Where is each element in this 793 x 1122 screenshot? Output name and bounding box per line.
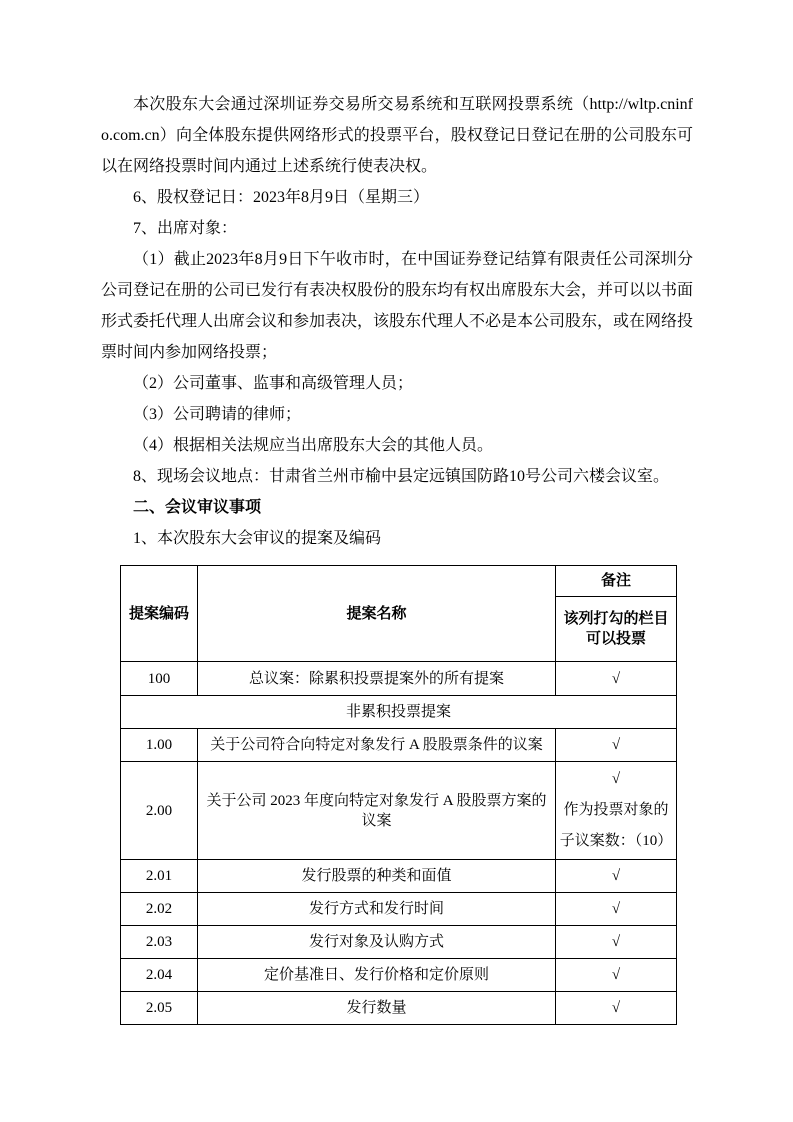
- header-proposal-code: 提案编码: [121, 566, 198, 662]
- table-section-row: [121, 696, 677, 729]
- table-row: [121, 959, 677, 992]
- proposal-name-cell: 关于公司 2023 年度向特定对象发行 A 股股票方案的议案: [198, 762, 556, 860]
- proposal-name-cell: 发行对象及认购方式: [198, 926, 556, 959]
- proposal-name-cell: 定价基准日、发行价格和定价原则: [198, 959, 556, 992]
- table-row: [121, 860, 677, 893]
- proposal-name-cell: 关于公司符合向特定对象发行 A 股股票条件的议案: [198, 729, 556, 762]
- header-remark-note: 该列打勾的栏目可以投票: [556, 597, 677, 662]
- table-row: [121, 893, 677, 926]
- remark-checkmark: √: [611, 771, 621, 787]
- table-row: [121, 992, 677, 1025]
- proposal-name-cell: 发行方式和发行时间: [198, 893, 556, 926]
- item-7-attendees: 7、出席对象：: [133, 220, 238, 237]
- remark-checkmark-cell: √: [556, 959, 677, 992]
- proposal-name-cell: 总议案：除累积投票提案外的所有提案: [198, 662, 556, 696]
- item-7-2-directors: （2）公司董事、监事和高级管理人员；: [133, 375, 414, 392]
- proposal-table: [120, 565, 677, 1025]
- item-7-1-shareholders: （1）截止2023年8月9日下午收市时，在中国证券登记结算有限责任公司深圳分公司登记在册的公司已发行有表决权股份的股东均有权出席股东大会，并可以以书面形式委托代理人出席会议和参加表决，该股东代理人不必是本公司股东，或在网络投票时间内参加网络投票；: [101, 251, 694, 361]
- proposal-code-cell: 1.00: [121, 729, 198, 762]
- remark-checkmark-cell: √: [556, 992, 677, 1025]
- proposal-name-cell: 发行股票的种类和面值: [198, 860, 556, 893]
- remark-checkmark-cell: √: [556, 860, 677, 893]
- remark-note-line: 作为投票对象的: [563, 802, 669, 818]
- header-remark: 备注: [556, 566, 677, 597]
- table-row: [121, 762, 677, 860]
- remark-note-line: 子议案数：（10）: [559, 833, 673, 849]
- remark-checkmark-cell: √: [556, 893, 677, 926]
- proposal-code-cell: 2.04: [121, 959, 198, 992]
- section-2-item-1: 1、本次股东大会审议的提案及编码: [133, 530, 382, 547]
- para-network-voting: 本次股东大会通过深圳证券交易所交易系统和互联网投票系统（http://wltp.cninfo.com.cn）向全体股东提供网络形式的投票平台，股权登记日登记在册的公司股东可以在网络投票时间内通过上述系统行使表决权。: [101, 96, 693, 175]
- proposal-code-cell: 2.02: [121, 893, 198, 926]
- remark-checkmark-cell: √: [556, 662, 677, 696]
- table-row: [121, 662, 677, 696]
- header-proposal-name: 提案名称: [198, 566, 556, 662]
- table-row: [121, 926, 677, 959]
- remark-checkmark-cell: √: [556, 729, 677, 762]
- table-row: [121, 729, 677, 762]
- proposal-code-cell: 2.03: [121, 926, 198, 959]
- proposal-code-cell: 100: [121, 662, 198, 696]
- remark-multiline-cell: [556, 762, 677, 860]
- section-span-cell: 非累积投票提案: [121, 696, 677, 729]
- section-2-heading: 二、会议审议事项: [133, 499, 262, 516]
- proposal-code-cell: 2.01: [121, 860, 198, 893]
- table-header-row: [121, 566, 677, 597]
- item-7-3-lawyers: （3）公司聘请的律师；: [133, 406, 302, 423]
- item-7-4-others: （4）根据相关法规应当出席股东大会的其他人员。: [133, 437, 494, 454]
- item-6-record-date: 6、股权登记日：2023年8月9日（星期三）: [133, 189, 430, 206]
- remark-checkmark-cell: √: [556, 926, 677, 959]
- proposal-code-cell: 2.00: [121, 762, 198, 860]
- document-body: [101, 89, 693, 1025]
- item-8-venue: 8、现场会议地点：甘肃省兰州市榆中县定远镇国防路10号公司六楼会议室。: [133, 468, 670, 485]
- proposal-code-cell: 2.05: [121, 992, 198, 1025]
- proposal-name-cell: 发行数量: [198, 992, 556, 1025]
